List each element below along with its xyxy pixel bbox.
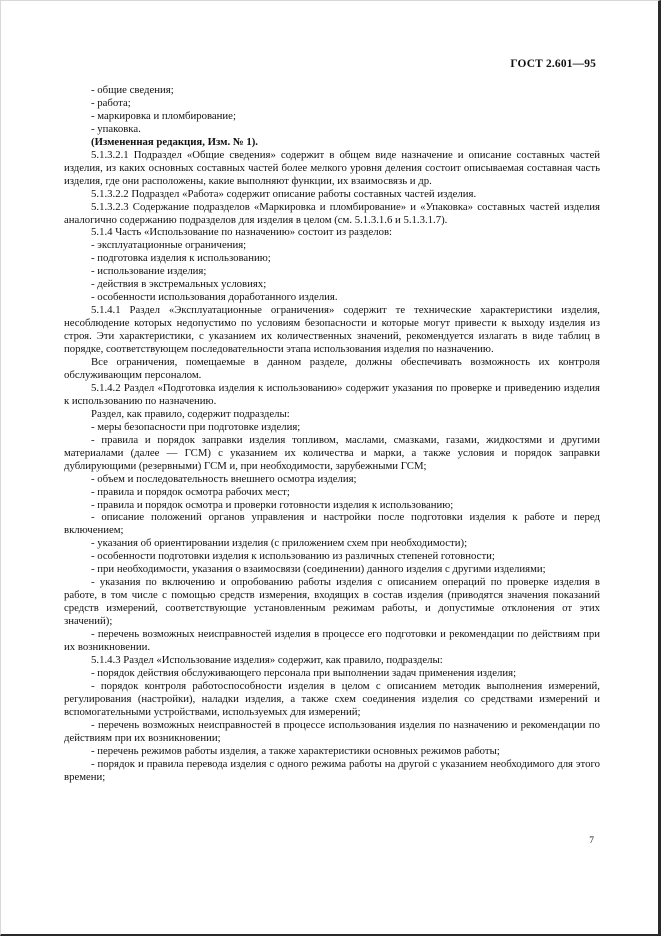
paragraph: - при необходимости, указания о взаимосвязи (соединении) данного изделия с другими изделиями;	[91, 563, 546, 576]
paragraph: - использование изделия;	[91, 265, 207, 278]
paragraph: - перечень режимов работы изделия, а также характеристики основных режимов работы;	[91, 744, 500, 757]
paragraph: 5.1.3.2.1 Подраздел «Общие сведения» содержит в общем виде назначение и описание составных частей изделия, из каких основных составных частей более мелкого уровня деления состоит описываемая составная часть изделия, где они расположены, какие выполняют функции, их взаимосвязь и др.	[64, 148, 600, 187]
paragraph: 5.1.3.2.3 Содержание подразделов «Маркировка и пломбирование» и «Упаковка» составных частей изделия аналогично содержанию подразделов для изделия в целом (см. 5.1.3.1.6 и 5.1.3.1.7).	[64, 200, 600, 226]
paragraph: Раздел, как правило, содержит подразделы:	[91, 407, 290, 420]
paragraph: 5.1.4.3 Раздел «Использование изделия» содержит, как правило, подразделы:	[91, 653, 443, 666]
paragraph: - правила и порядок осмотра рабочих мест;	[91, 485, 290, 498]
paragraph: - указания по включению и опробованию работы изделия с описанием операций по проверке изделия в работе, в том числе с помощью средств измерения, входящих в состав изделия (приводятся значения показаний средств измерений, соответствующие установленным режимам работы, и допустимые отклонения от этих значений);	[64, 576, 600, 628]
page-number: 7	[589, 836, 594, 846]
paragraph: - работа;	[91, 96, 131, 109]
paragraph: Все ограничения, помещаемые в данном разделе, должны обеспечивать возможность их контроля обслуживающим персоналом.	[64, 356, 600, 381]
paragraph: 5.1.3.2.2 Подраздел «Работа» содержит описание работы составных частей изделия.	[91, 187, 477, 200]
paragraph: - подготовка изделия к использованию;	[91, 252, 271, 265]
document-body	[64, 84, 600, 783]
paragraph: - указания об ориентировании изделия (с приложением схем при необходимости);	[91, 537, 468, 550]
paragraph: - общие сведения;	[91, 84, 174, 96]
paragraph: 5.1.4.1 Раздел «Эксплуатационные ограничения» содержит те технические характеристики изделия, несоблюдение которых недопустимо по условиям безопасности и которые могут привести к выходу изделия из строя. Эти характеристики, с указанием их количественных значений, рекомендуется излагать в виде таблиц в порядке, соответствующем последовательности этапа использования изделия по назначению.	[64, 304, 600, 356]
paragraph: - упаковка.	[91, 122, 141, 135]
paragraph: - правила и порядок осмотра и проверки готовности изделия к использованию;	[91, 498, 454, 511]
paragraph: - особенности использования доработанного изделия.	[91, 291, 338, 304]
paragraph: - порядок контроля работоспособности изделия в целом с описанием методик выполнения измерений, регулирования (настройки), наладки изделия, а также схем соединения изделия со средствами измерений и вспомогательными устройствами, используемых для измерений;	[64, 679, 600, 718]
paragraph: - объем и последовательность внешнего осмотра изделия;	[91, 472, 357, 485]
paragraph: - особенности подготовки изделия к использованию из различных степеней готовности;	[91, 550, 495, 563]
paragraph: 5.1.4 Часть «Использование по назначению» состоит из разделов:	[91, 226, 393, 239]
paragraph: - маркировка и пломбирование;	[91, 109, 236, 122]
paragraph: - порядок и правила перевода изделия с одного режима работы на другой с указанием необходимого для этого времени;	[64, 757, 600, 783]
paragraph: 5.1.4.2 Раздел «Подготовка изделия к использованию» содержит указания по проверке и приведению изделия к использованию по назначению.	[64, 381, 600, 407]
document-code: ГОСТ 2.601—95	[510, 58, 596, 70]
paragraph: - описание положений органов управления и настройки после подготовки изделия к работе и перед включением;	[64, 511, 600, 537]
paragraph: - перечень возможных неисправностей изделия в процессе его подготовки и рекомендации по действиям при их возникновении.	[64, 628, 600, 653]
paragraph: - правила и порядок заправки изделия топливом, маслами, смазками, газами, жидкостями и другими материалами (далее — ГСМ) с указанием их количества и марки, а также условия и порядок заправки дублирующими (резервными) ГСМ и, при необходимости, зарубежными ГСМ;	[64, 433, 600, 472]
paragraph: - меры безопасности при подготовке изделия;	[91, 420, 301, 433]
paragraph: - порядок действия обслуживающего персонала при выполнении задач применения изделия;	[91, 666, 517, 679]
paragraph: - перечень возможных неисправностей в процессе использования изделия по назначению и рекомендации по действиям при их возникновении;	[64, 718, 600, 744]
paragraph: (Измененная редакция, Изм. № 1).	[91, 135, 258, 148]
paragraph: - эксплуатационные ограничения;	[91, 239, 247, 252]
paragraph: - действия в экстремальных условиях;	[91, 278, 267, 291]
